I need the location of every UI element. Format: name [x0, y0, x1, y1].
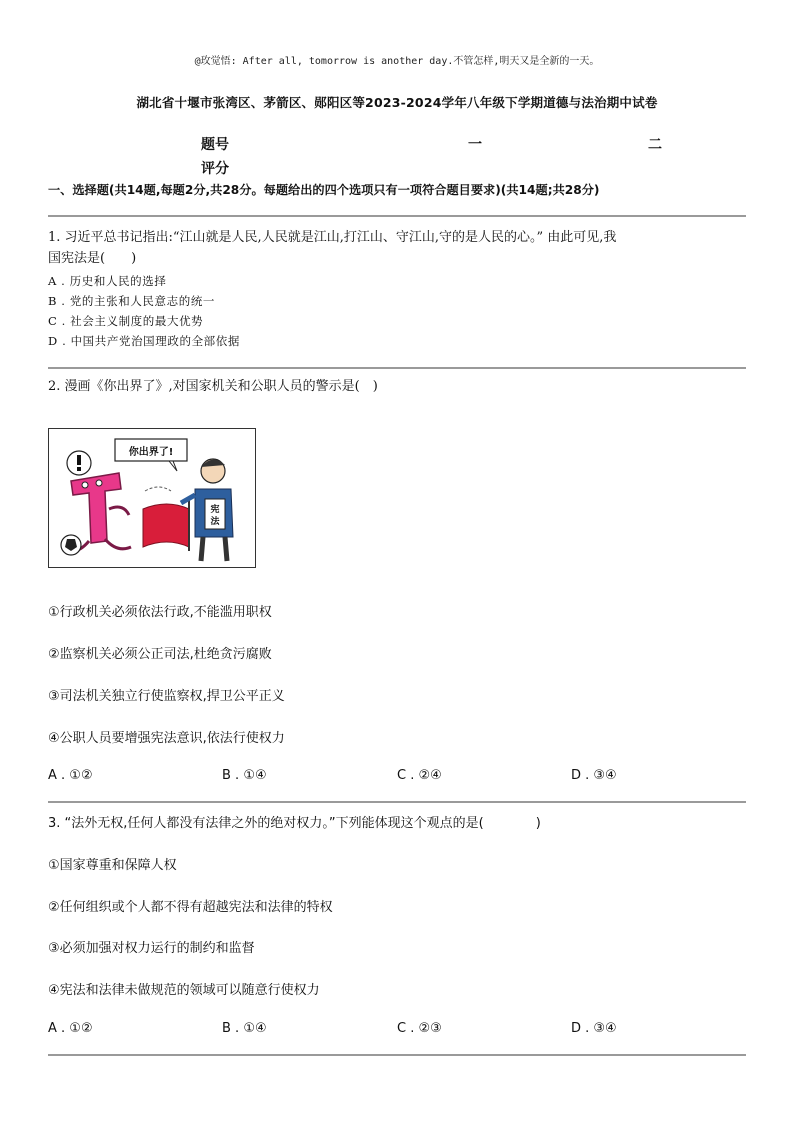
question-1-stem-line1: 1. 习近平总书记指出:“江山就是人民,人民就是江山,打江山、守江山,守的是人民的心。” 由此可见,我 — [48, 230, 617, 245]
question-3-answer-b: B . ①④ — [222, 1021, 267, 1036]
question-1-option-a: A . 历史和人民的选择 — [48, 274, 167, 288]
divider — [48, 1054, 746, 1056]
question-1-option-b: B . 党的主张和人民意志的统一 — [48, 294, 216, 308]
score-table-col-2: 二 — [648, 137, 662, 153]
question-3-answer-d: D . ③④ — [571, 1021, 617, 1036]
divider — [48, 801, 746, 803]
question-1-option-c: C . 社会主义制度的最大优势 — [48, 314, 204, 328]
header-note: @玫觉悟: After all, tomorrow is another day.不管怎样,明天又是全新的一天。 — [194, 56, 600, 67]
question-3-stem: 3. “法外无权,任何人都没有法律之外的绝对权力。”下列能体现这个观点的是( ) — [48, 816, 541, 831]
question-1-option-d: D . 中国共产党治国理政的全部依据 — [48, 334, 240, 348]
question-3-statement-3: ③必须加强对权力运行的制约和监督 — [48, 941, 255, 956]
question-2-answer-b: B . ①④ — [222, 768, 267, 783]
score-table-row-score: 评分 — [201, 161, 229, 177]
exam-title: 湖北省十堰市张湾区、茅箭区、郧阳区等2023-2024学年八年级下学期道德与法治期中试卷 — [136, 95, 658, 110]
cartoon-sign-char-2: 法 — [210, 517, 220, 527]
question-3-statement-2: ②任何组织或个人都不得有超越宪法和法律的特权 — [48, 900, 333, 915]
question-2-answer-c: C . ②④ — [397, 768, 442, 783]
cartoon-illustration — [49, 429, 255, 567]
question-2-statement-4: ④公职人员要增强宪法意识,依法行使权力 — [48, 731, 285, 746]
question-2-statement-3: ③司法机关独立行使监察权,捍卫公平正义 — [48, 689, 285, 704]
divider — [48, 215, 746, 217]
cartoon-speech-text: 你出界了! — [128, 447, 174, 458]
question-2-statement-2: ②监察机关必须公正司法,杜绝贪污腐败 — [48, 647, 272, 662]
section-heading: 一、选择题(共14题,每题2分,共28分。每题给出的四个选项只有一项符合题目要求)(共14题;共28分) — [48, 183, 600, 197]
divider — [48, 367, 746, 369]
cartoon-you-are-out-of-bounds — [48, 428, 256, 568]
question-3-statement-1: ①国家尊重和保障人权 — [48, 858, 177, 873]
question-1-stem-line2: 国宪法是( ) — [48, 251, 137, 266]
question-3-answer-a: A . ①② — [48, 1021, 93, 1036]
score-table-col-1: 一 — [468, 137, 482, 153]
question-2-answer-a: A . ①② — [48, 768, 93, 783]
question-2-stem: 2. 漫画《你出界了》,对国家机关和公职人员的警示是( ) — [48, 379, 378, 394]
question-2-answer-d: D . ③④ — [571, 768, 617, 783]
question-2-statement-1: ①行政机关必须依法行政,不能滥用职权 — [48, 605, 272, 620]
question-3-statement-4: ④宪法和法律未做规范的领域可以随意行使权力 — [48, 983, 320, 998]
score-table-row-question-number: 题号 — [201, 137, 229, 153]
cartoon-sign-char-1: 宪 — [210, 505, 220, 515]
question-3-answer-c: C . ②③ — [397, 1021, 442, 1036]
